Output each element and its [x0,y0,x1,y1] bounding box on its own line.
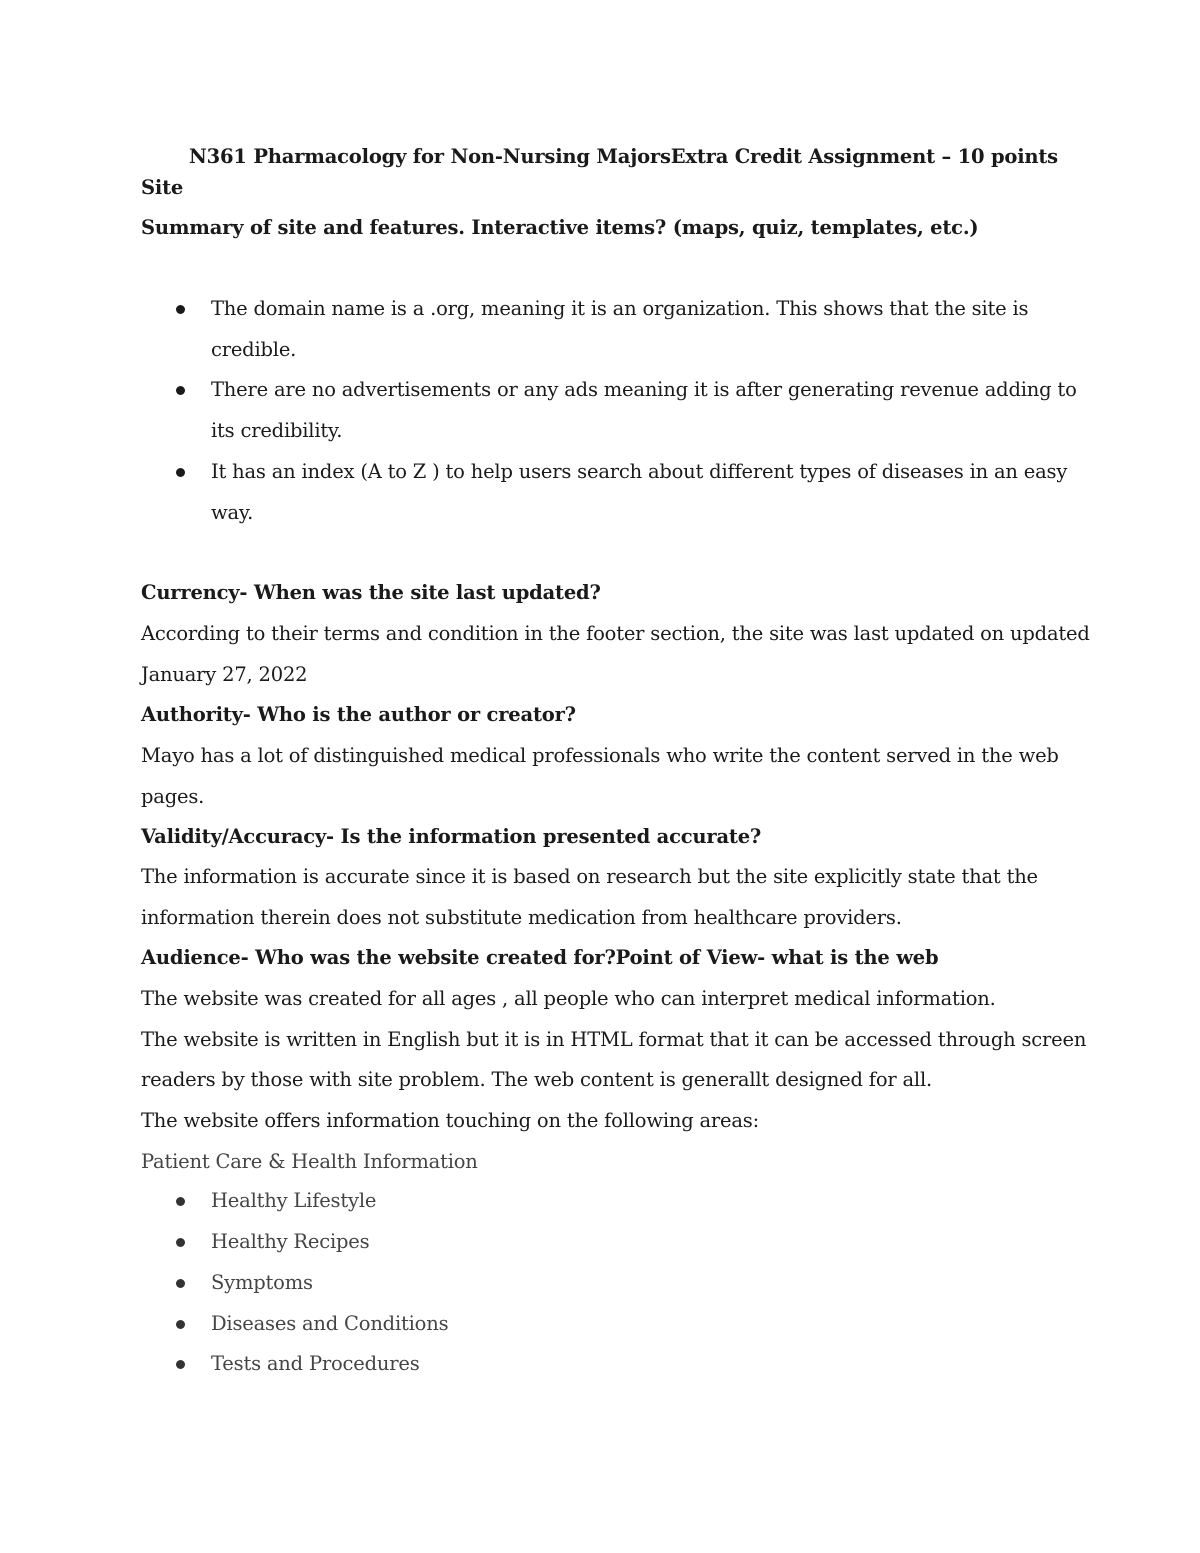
validity-heading: Validity/Accuracy- Is the information presented accurate? [141,825,762,848]
audience-text-line-2: The website is written in English but it is in HTML format that it can be accessed through screen [141,1028,1087,1051]
areas-heading: Patient Care & Health Information [141,1150,478,1173]
authority-text-line-1: Mayo has a lot of distinguished medical professionals who write the content served in the web [141,744,1059,767]
summary-bullet-2-line-2: its credibility. [211,419,343,442]
audience-text-line-1: The website was created for all ages , all people who can interpret medical information. [141,987,996,1010]
bullet-icon [176,386,185,395]
currency-text-line-2: January 27, 2022 [141,663,308,686]
currency-heading: Currency- When was the site last updated? [141,581,601,604]
authority-text-line-2: pages. [141,785,205,808]
summary-bullet-2-line-1: There are no advertisements or any ads meaning it is after generating revenue adding to [211,378,1077,401]
bullet-icon [176,1320,185,1329]
area-item: Diseases and Conditions [211,1312,449,1335]
bullet-icon [176,1238,185,1247]
audience-text-line-4: The website offers information touching on the following areas: [141,1109,759,1132]
validity-text-line-1: The information is accurate since it is based on research but the site explicitly state that the [141,865,1038,888]
area-item: Healthy Lifestyle [211,1189,377,1212]
audience-heading: Audience- Who was the website created for?Point of View- what is the web [141,946,939,969]
bullet-icon [176,1197,185,1206]
summary-heading: Summary of site and features. Interactive items? (maps, quiz, templates, etc.) [141,216,979,239]
document-title: N361 Pharmacology for Non-Nursing MajorsExtra Credit Assignment – 10 points [189,145,1058,168]
bullet-icon [176,1279,185,1288]
area-item: Healthy Recipes [211,1230,370,1253]
summary-bullet-1-line-2: credible. [211,338,297,361]
authority-heading: Authority- Who is the author or creator? [141,703,576,726]
site-label: Site [141,176,184,199]
summary-bullet-3-line-2: way. [211,501,254,524]
validity-text-line-2: information therein does not substitute medication from healthcare providers. [141,906,902,929]
summary-bullet-1-line-1: The domain name is a .org, meaning it is an organization. This shows that the site is [211,297,1029,320]
area-item: Tests and Procedures [211,1352,420,1375]
bullet-icon [176,305,185,314]
bullet-icon [176,468,185,477]
summary-bullet-3-line-1: It has an index (A to Z ) to help users search about different types of diseases in an easy [211,460,1068,483]
bullet-icon [176,1360,185,1369]
currency-text-line-1: According to their terms and condition in the footer section, the site was last updated on updated [141,622,1090,645]
audience-text-line-3: readers by those with site problem. The web content is generallt designed for all. [141,1068,932,1091]
area-item: Symptoms [211,1271,313,1294]
